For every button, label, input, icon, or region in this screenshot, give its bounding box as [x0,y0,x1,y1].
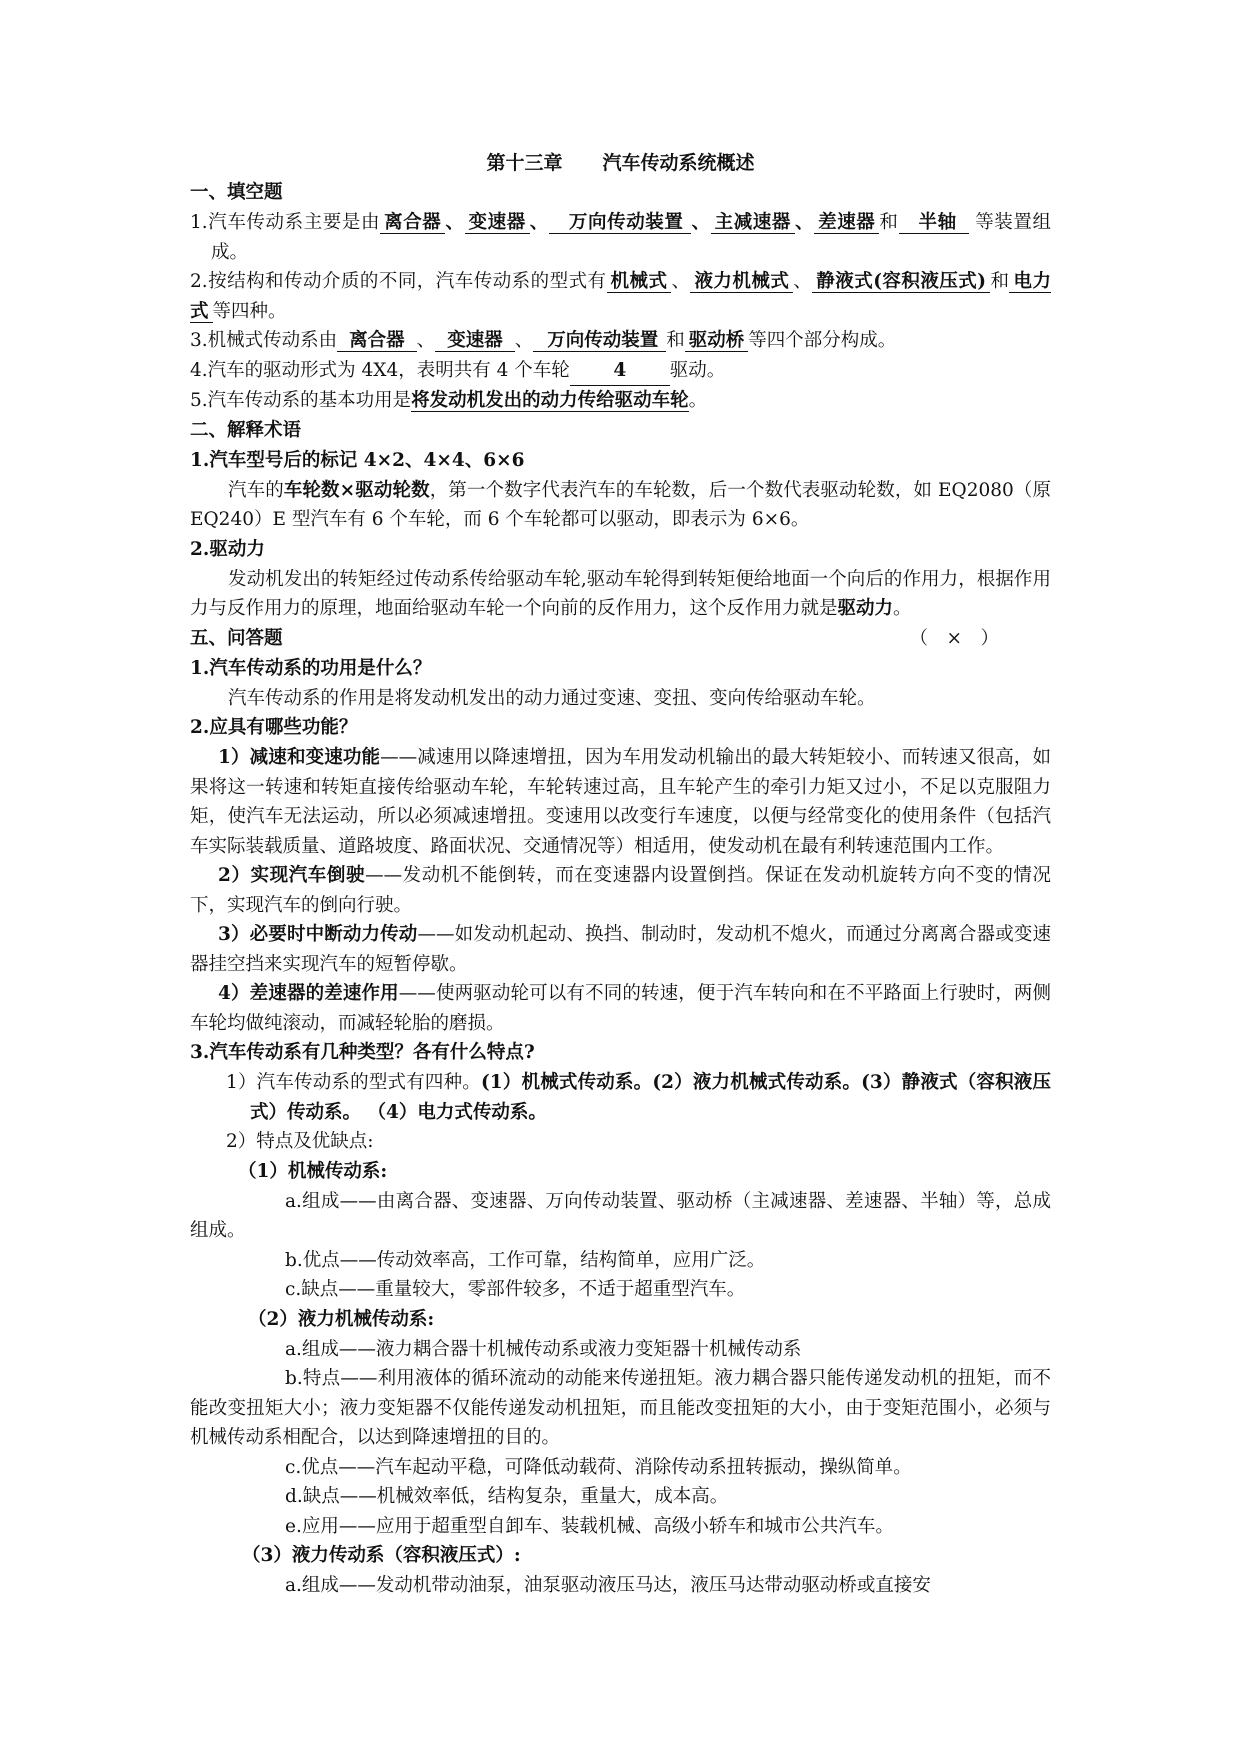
fill-question-2: 2.按结构和传动介质的不同，汽车传动系的型式有 机械式 、 液力机械式 、 静液式(容积液压式) 和 电力式 等四种。 [190,271,1051,322]
answer-blank: 驱动桥 [685,330,749,352]
answer-blank: 离合器 [380,212,445,234]
qa-2-function-3: 3）必要时中断动力传动——如发动机起动、换挡、制动时，发动机不熄火，而通过分离离合器或变速器挂空挡来实现汽车的短暂停歇。 [190,924,1051,975]
hydrostatic-composition: a.组成——发动机带动油泵，油泵驱动液压马达，液压马达带动驱动桥或直接安 [285,1575,931,1596]
section-heading-terms: 二、解释术语 [190,419,302,441]
answer-blank: 离合器 [337,330,417,352]
answer-blank: 液力机械式 [690,271,793,293]
hydromech-feature: b.特点——利用液体的循环流动的动能来传递扭矩。液力耦合器只能传递发动机的扭矩，而不能改变扭矩大小；液力变矩器不仅能传递发动机扭矩，而且能改变扭矩的大小，由于变矩范围小，必须与机械传动系相配合，以达到降速增扭的目的。 [190,1368,1051,1448]
fill-question-4: 4.汽车的驱动形式为 4X4，表明共有 4 个车轮 4 驱动。 [190,356,1051,387]
qa-3-features-label: 2）特点及优缺点: [226,1131,374,1152]
answer-blank: 将发动机发出的动力传给驱动车轮 [411,390,689,411]
answer-blank: 万向传动装置 [549,212,692,234]
chapter-number: 第十三章 [486,152,563,174]
hydromech-advantage: c.优点——汽车起动平稳，可降低动载荷、消除传动系扭转振动，操纵简单。 [285,1456,912,1478]
answer-blank: 变速器 [465,212,530,234]
hydromech-disadvantage: d.缺点——机械效率低，结构复杂，重量大，成本高。 [285,1486,729,1507]
answer-blank: 电力式 [190,271,1051,322]
hydromech-composition: a.组成——液力耦合器十机械传动系或液力变矩器十机械传动系 [285,1338,802,1360]
qa-2-function-4: 4）差速器的差速作用——使两驱动轮可以有不同的转速，便于汽车转向和在不平路面上行驶时，两侧车轮均做纯滚动，而减轻轮胎的磨损。 [190,983,1051,1034]
hydromech-heading: （2）液力机械传动系: [248,1308,435,1330]
qa-3-types: 1）汽车传动系的型式有四种。(1）机械式传动系。(2）液力机械式传动系。(3）静液式（容积液压式）传动系。 （4）电力式传动系。 [226,1072,1051,1123]
qa-2-function-1: 1）减速和变速功能——减速用以降速增扭，因为车用发动机输出的最大转矩较小、而转速又很高，如果将这一转速和转矩直接传给驱动车轮，车轮转速过高，且车轮产生的牵引力矩又过小，不足以克服阻力矩，使汽车无法运动，所以必须减速增扭。变速用以改变行车速度，以便与经常变化的使用条件（包括汽车实际装载质量、道路坡度、路面状况、交通情况等）相适用，使发动机在最有利转速范围内工作。 [190,747,1051,857]
answer-blank: 主减速器 [711,212,795,234]
answer-blank: 机械式 [607,271,672,293]
answer-blank: 4 [570,356,670,387]
mechanical-heading: （1）机械传动系: [238,1160,388,1182]
mechanical-disadvantage: c.缺点——重量较大，零部件较多，不适于超重型汽车。 [285,1279,746,1300]
mechanical-composition: a.组成——由离合器、变速器、万向传动装置、驱动桥（主减速器、差速器、半轴）等，总成组成。 [190,1190,1051,1241]
judgement-mark: （ × ） [909,627,999,649]
term-1-body: 汽车的车轮数×驱动轮数，第一个数字代表汽车的车轮数，后一个数代表驱动轮数，如 EQ2080（原 EQ240）E 型汽车有 6 个车轮，而 6 个车轮都可以驱动，即表示为 6×6。 [190,479,1051,530]
chapter-title [190,148,1051,178]
section-heading-fill-blank: 一、填空题 [190,182,283,203]
chapter-name: 汽车传动系统概述 [602,152,755,174]
answer-blank: 万向传动装置 [533,330,666,352]
answer-blank: 差速器 [814,212,879,234]
fill-question-3: 3.机械式传动系由 离合器 、 变速器 、 万向传动装置 和 驱动桥 等四个部分构成。 [190,330,897,351]
fill-question-1: 1.汽车传动系主要是由 离合器 、 变速器 、 万向传动装置 、 主减速器 、 差速器 和 半轴 等装置组成。 [190,212,1051,263]
qa-1-body: 汽车传动系的作用是将发动机发出的动力通过变速、变扭、变向传给驱动车轮。 [228,687,876,709]
qa-2-heading: 2.应具有哪些功能？ [190,717,358,738]
qa-2-function-2: 2）实现汽车倒驶——发动机不能倒转，而在变速器内设置倒挡。保证在发动机旋转方向不变的情况下，实现汽车的倒向行驶。 [190,865,1051,916]
term-1-heading: 1.汽车型号后的标记 4×2、4×4、6×6 [190,449,525,471]
answer-blank: 变速器 [435,330,515,352]
hydrostatic-heading: （3）液力传动系（容积液压式）: [242,1545,521,1566]
qa-1-heading: 1.汽车传动系的功用是什么？ [190,657,432,679]
fill-question-5: 5.汽车传动系的基本功用是将发动机发出的动力传给驱动车轮。 [190,390,708,411]
section-heading-qa: 五、问答题 [190,627,283,649]
qa-3-heading: 3.汽车传动系有几种类型？各有什么特点? [190,1042,535,1063]
answer-blank: 半轴 [899,212,969,234]
mechanical-advantage: b.优点——传动效率高，工作可靠，结构简单，应用广泛。 [285,1249,766,1271]
answer-blank: 静液式(容积液压式) [812,271,990,293]
hydromech-application: e.应用——应用于超重型自卸车、装载机械、高级小轿车和城市公共汽车。 [285,1515,894,1537]
term-2-heading: 2.驱动力 [190,538,265,560]
term-2-body: 发动机发出的转矩经过传动系传给驱动车轮,驱动车轮得到转矩便给地面一个向后的作用力，根据作用力与反作用力的原理，地面给驱动车轮一个向前的反作用力，这个反作用力就是驱动力。 （ × ） [190,565,1051,624]
